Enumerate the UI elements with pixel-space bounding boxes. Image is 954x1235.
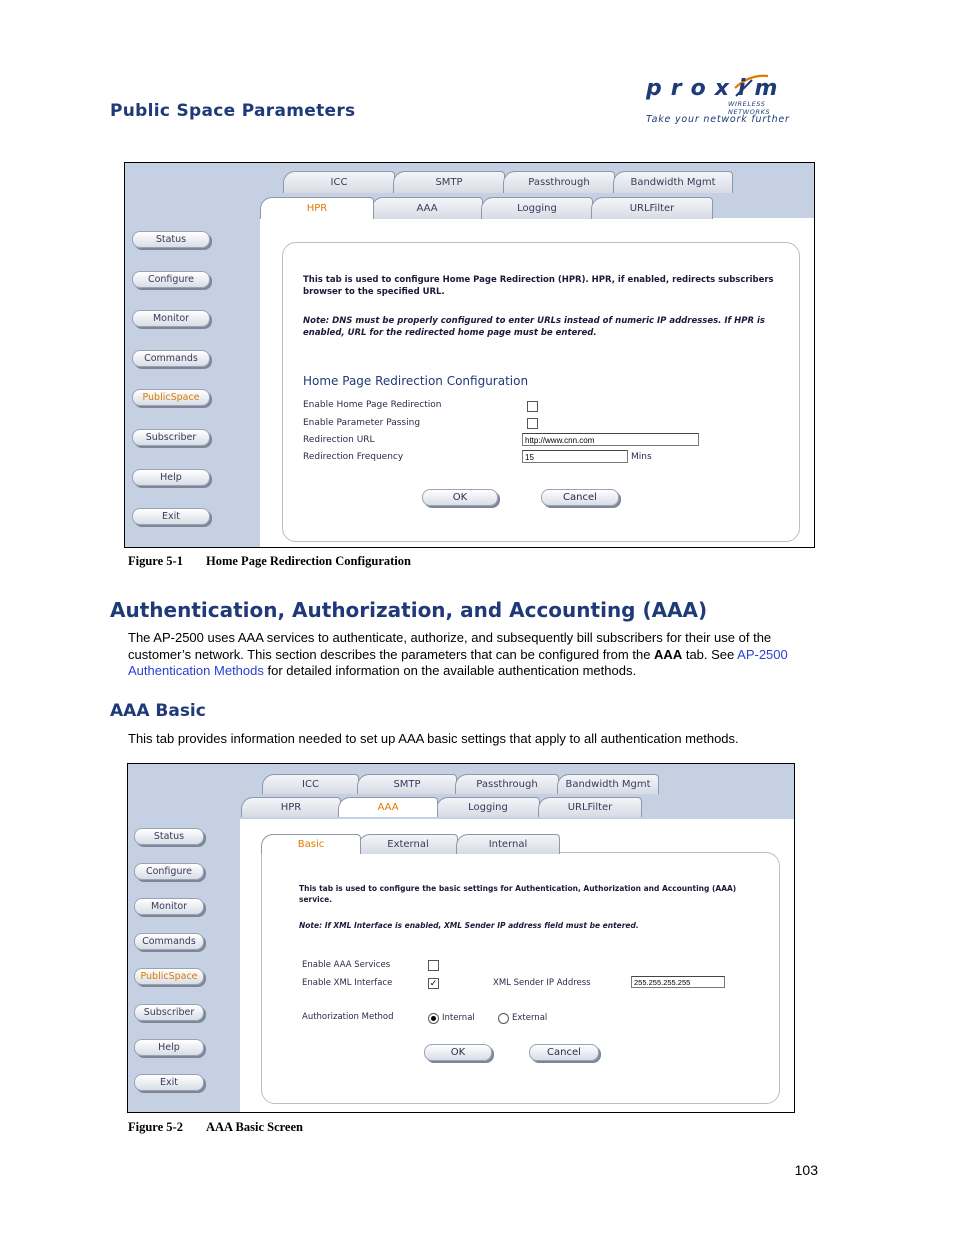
nav-exit-button-2[interactable]: Exit (134, 1074, 204, 1091)
aaa-heading: Authentication, Authorization, and Accounting (AAA) (110, 598, 708, 622)
aaa-ok-button[interactable]: OK (424, 1044, 492, 1061)
aaa-note: Note: If XML Interface is enabled, XML Sender IP address field must be entered. (299, 921, 639, 930)
hpr-config-heading: Home Page Redirection Configuration (303, 374, 529, 388)
tab-logging[interactable]: Logging (481, 197, 593, 219)
hpr-description-line1: This tab is used to configure Home Page Redirection (HPR). HPR, if enabled, redirects subscribers (303, 275, 774, 285)
hpr-description-line2: browser to the specified URL. (303, 287, 445, 297)
aaa-basic-heading: AAA Basic (110, 701, 206, 721)
tab-urlfilter-2[interactable]: URLFilter (538, 797, 642, 817)
tab-smtp[interactable]: SMTP (393, 171, 505, 193)
figure-1-title: Home Page Redirection Configuration (206, 554, 411, 568)
enable-param-passing-checkbox[interactable] (527, 418, 538, 429)
tab-logging-2[interactable]: Logging (436, 797, 540, 817)
tab-icc[interactable]: ICC (283, 171, 395, 193)
figure-1-number: Figure 5-1 (128, 554, 183, 568)
auth-method-label: Authorization Method (302, 1012, 394, 1022)
enable-hpr-checkbox[interactable] (527, 401, 538, 412)
nav-subscriber-button-2[interactable]: Subscriber (134, 1004, 204, 1021)
auth-internal-radio[interactable] (428, 1013, 439, 1024)
aaa-para-text-3: for detailed information on the available authentication methods. (263, 663, 637, 678)
nav-publicspace-button-2[interactable]: PublicSpace (134, 968, 204, 985)
frequency-unit-label: Mins (631, 452, 652, 462)
enable-param-passing-label: Enable Parameter Passing (303, 418, 421, 428)
page-number: 103 (794, 1162, 818, 1178)
tab-bandwidth-mgmt[interactable]: Bandwidth Mgmt (613, 171, 733, 193)
aaa-description-line2: service. (299, 895, 333, 904)
nav-configure-button[interactable]: Configure (132, 271, 210, 288)
tab-aaa-2[interactable]: AAA (338, 797, 438, 817)
nav-monitor-button-2[interactable]: Monitor (134, 898, 204, 915)
tab-external[interactable]: External (358, 834, 458, 854)
auth-external-radio[interactable] (498, 1013, 509, 1024)
logo-word: proxim (646, 76, 787, 101)
tab-hpr-2[interactable]: HPR (241, 797, 341, 817)
hpr-cancel-button[interactable]: Cancel (541, 489, 619, 506)
figure-2-title: AAA Basic Screen (206, 1120, 303, 1134)
enable-xml-label: Enable XML Interface (302, 978, 393, 988)
xml-sender-ip-input[interactable]: 255.255.255.255 (631, 976, 725, 988)
enable-xml-checkbox[interactable]: ✓ (429, 978, 438, 988)
redirection-url-input[interactable]: http://www.cnn.com (522, 433, 699, 446)
nav-subscriber-button[interactable]: Subscriber (132, 429, 210, 446)
enable-aaa-checkbox[interactable] (428, 960, 439, 971)
nav-status-button[interactable]: Status (132, 231, 210, 248)
redirection-frequency-input[interactable]: 15 (522, 450, 628, 463)
tab-hpr[interactable]: HPR (260, 197, 374, 219)
nav-configure-button-2[interactable]: Configure (134, 863, 204, 880)
tab-passthrough[interactable]: Passthrough (503, 171, 615, 193)
nav-commands-button-2[interactable]: Commands (134, 933, 204, 950)
nav-publicspace-button[interactable]: PublicSpace (132, 389, 210, 406)
hpr-note-line1: Note: DNS must be properly configured to enter URLs instead of numeric IP addresses. If HPR is (303, 316, 765, 326)
aaa-description-line1: This tab is used to configure the basic settings for Authentication, Authorization and Accounting (AAA) (299, 884, 737, 893)
tab-basic[interactable]: Basic (261, 834, 361, 854)
enable-hpr-label: Enable Home Page Redirection (303, 400, 442, 410)
auth-methods-link[interactable]: AP-2500 Authentication Methods (128, 646, 788, 678)
tab-urlfilter[interactable]: URLFilter (591, 197, 713, 219)
auth-internal-label: Internal (442, 1013, 475, 1023)
nav-exit-button[interactable]: Exit (132, 508, 210, 525)
tab-smtp-2[interactable]: SMTP (357, 774, 457, 794)
section-title: Public Space Parameters (110, 101, 356, 121)
figure-1-screenshot (124, 162, 815, 548)
nav-help-button-2[interactable]: Help (134, 1039, 204, 1056)
tab-icc-2[interactable]: ICC (262, 774, 359, 794)
auth-external-label: External (512, 1013, 548, 1023)
aaa-paragraph (128, 630, 818, 680)
nav-status-button-2[interactable]: Status (134, 828, 204, 845)
figure-2-caption (128, 1120, 303, 1135)
aaa-basic-paragraph: This tab provides information needed to set up AAA basic settings that apply to all authentication methods. (128, 731, 739, 746)
enable-aaa-label: Enable AAA Services (302, 960, 391, 970)
xml-sender-ip-label: XML Sender IP Address (493, 978, 591, 988)
tab-passthrough-2[interactable]: Passthrough (455, 774, 559, 794)
tab-aaa[interactable]: AAA (371, 197, 483, 219)
nav-commands-button[interactable]: Commands (132, 350, 210, 367)
proxim-logo (640, 70, 810, 130)
logo-subtitle: WIRELESS NETWORKS (728, 100, 771, 116)
logo-tagline: Take your network further (646, 114, 790, 125)
redirection-url-label: Redirection URL (303, 435, 375, 445)
nav-monitor-button[interactable]: Monitor (132, 310, 210, 327)
hpr-ok-button[interactable]: OK (422, 489, 498, 506)
aaa-cancel-button[interactable]: Cancel (529, 1044, 599, 1061)
tab-internal[interactable]: Internal (456, 834, 560, 854)
aaa-para-text-2: tab. See (682, 646, 738, 662)
figure-2-number: Figure 5-2 (128, 1120, 183, 1134)
tab-bandwidth-mgmt-2[interactable]: Bandwidth Mgmt (557, 774, 659, 794)
figure-2-screenshot (127, 763, 795, 1113)
nav-help-button[interactable]: Help (132, 469, 210, 486)
redirection-frequency-label: Redirection Frequency (303, 452, 404, 462)
figure-1-caption (128, 554, 411, 569)
aaa-para-text-1: The AP-2500 uses AAA services to authenticate, authorize, and subsequently bill subscribers for their use of the customer’s network. This section describes the parameters that can be configured from the (128, 630, 772, 662)
hpr-note-line2: enabled, URL for the redirected home page must be entered. (303, 328, 597, 338)
aaa-para-bold: AAA (654, 646, 683, 662)
